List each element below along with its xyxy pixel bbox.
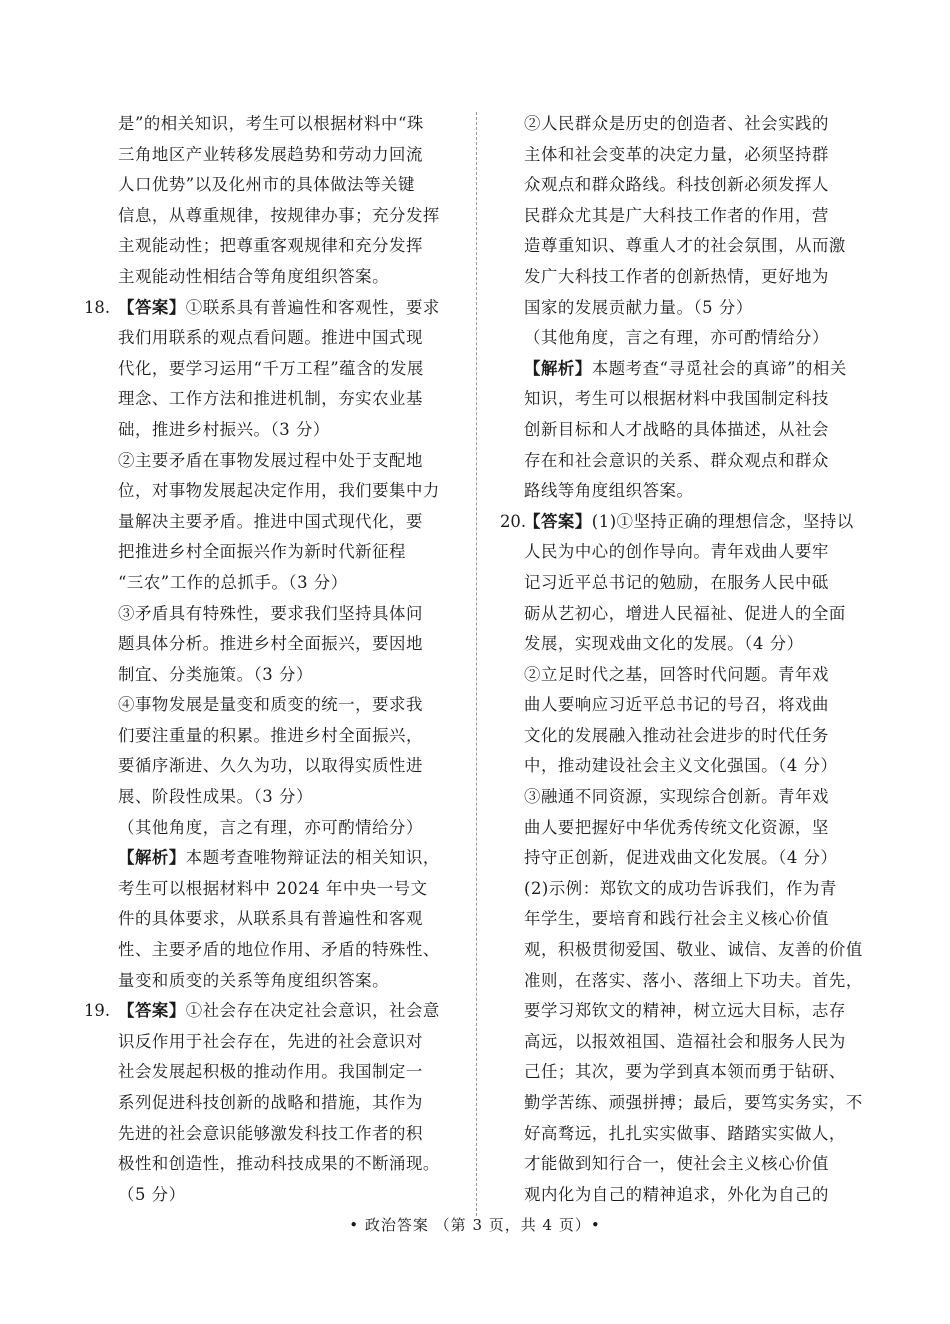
text-line: 主观能动性；把尊重客观规律和充分发挥 xyxy=(118,236,423,256)
text-span: 本题考查唯物辩证法的相关知识， xyxy=(185,848,440,868)
text-line: 年学生，要培育和践行社会主义核心价值 xyxy=(524,909,829,929)
text-line: 准则，在落实、落小、落细上下功夫。首先， xyxy=(524,970,863,990)
question-number: 18. xyxy=(84,297,111,317)
text-line: 知识，考生可以根据材料中我国制定科技 xyxy=(524,389,829,409)
text-line: (2)示例：郑钦文的成功告诉我们，作为青 xyxy=(524,878,837,898)
q17-analysis-continuation xyxy=(84,109,456,293)
text-line: 才能做到知行合一，使社会主义核心价值 xyxy=(524,1154,829,1174)
text-line: 观，积极贯彻爱国、敬业、诚信、友善的价值 xyxy=(524,940,863,960)
text-line: “三农”工作的总抓手。（3 分） xyxy=(118,572,348,592)
text-line: 曲人要把握好中华优秀传统文化资源，坚 xyxy=(524,817,829,837)
text-line: 先进的社会意识能够激发科技工作者的积 xyxy=(118,1123,423,1143)
text-line: 考生可以根据材料中 2024 年中央一号文 xyxy=(118,878,428,898)
analysis-tag: 【解析】 xyxy=(524,358,592,378)
q20-answer-first-line xyxy=(500,507,870,538)
text-line: 民群众尤其是广大科技工作者的作用，营 xyxy=(524,205,829,225)
text-line: 人民为中心的创作导向。青年戏曲人要牢 xyxy=(524,542,829,562)
text-line: 众观点和群众路线。科技创新必须发挥人 xyxy=(524,175,829,195)
text-line: 极性和创造性，推动科技成果的不断涌现。 xyxy=(118,1154,440,1174)
q19-analysis-first-line xyxy=(500,354,870,385)
column-divider xyxy=(476,112,477,1216)
answer-tag: 【答案】 xyxy=(118,297,186,317)
text-line: 创新目标和人才战略的具体描述，从社会 xyxy=(524,419,829,439)
text-line: 曲人要响应习近平总书记的号召，将戏曲 xyxy=(524,695,829,715)
text-line: 砺从艺初心，增进人民福祉、促进人的全面 xyxy=(524,603,846,623)
text-line: 勤学苦练、顽强拼搏；最后，要笃实务实，不 xyxy=(524,1093,863,1112)
text-line: 性、主要矛盾的地位作用、矛盾的特殊性、 xyxy=(118,940,440,960)
question-20 xyxy=(500,507,870,1211)
text-line: 观内化为自己的精神追求，外化为自己的 xyxy=(524,1184,829,1204)
right-column xyxy=(500,109,870,1210)
text-line: 们要注重量的积累。推进乡村全面振兴， xyxy=(118,725,423,745)
text-line: 人口优势”以及化州市的具体做法等关键 xyxy=(118,175,415,195)
text-line: 础，推进乡村振兴。（3 分） xyxy=(118,419,330,439)
text-line: ③融通不同资源，实现综合创新。青年戏 xyxy=(524,787,829,807)
text-line: （其他角度，言之有理，亦可酌情给分） xyxy=(118,817,423,837)
text-line: 存在和社会意识的关系、群众观点和群众 xyxy=(524,450,829,470)
question-19 xyxy=(84,996,456,1210)
text-line: 量变和质变的关系等角度组织答案。 xyxy=(118,970,390,990)
text-line: 发广大科技工作者的创新热情，更好地为 xyxy=(524,266,829,286)
text-line: 三角地区产业转移发展趋势和劳动力回流 xyxy=(118,144,423,164)
text-line: 理念、工作方法和推进机制，夯实农业基 xyxy=(118,389,423,409)
text-line: 记习近平总书记的勉励，在服务人民中砥 xyxy=(524,572,829,592)
text-line: 题具体分析。推进乡村全面振兴，要因地 xyxy=(118,634,423,654)
text-line: ④事物发展是量变和质变的统一，要求我 xyxy=(118,695,423,715)
text-span: 本题考查“寻觅社会的真谛”的相关 xyxy=(591,358,847,378)
text-line: 社会发展起积极的推动作用。我国制定一 xyxy=(118,1062,423,1082)
text-line: 识反作用于社会存在，先进的社会意识对 xyxy=(118,1031,423,1051)
text-line: （其他角度，言之有理，亦可酌情给分） xyxy=(524,328,829,348)
q18-analysis-first-line xyxy=(84,843,456,874)
text-line: 我们用联系的观点看问题。推进中国式现 xyxy=(118,328,423,348)
text-line: 信息，从尊重规律，按规律办事；充分发挥 xyxy=(118,205,440,225)
question-number: 20. xyxy=(500,511,527,531)
page-footer: • 政治答案 （第 3 页，共 4 页）• xyxy=(349,1216,601,1234)
text-line: 系列促进科技创新的战略和措施，其作为 xyxy=(118,1093,423,1112)
text-line: 量解决主要矛盾。推进中国式现代化，要 xyxy=(118,511,423,531)
text-line: ③矛盾具有特殊性，要求我们坚持具体问 xyxy=(118,603,423,623)
text-line: 路线等角度组织答案。 xyxy=(524,481,694,501)
text-line: ②人民群众是历史的创造者、社会实践的 xyxy=(524,114,829,133)
text-line: 主体和社会变革的决定力量，必须坚持群 xyxy=(524,144,829,164)
question-18 xyxy=(84,293,456,997)
text-line: 文化的发展融入推动社会进步的时代任务 xyxy=(524,725,829,745)
text-line: （5 分） xyxy=(118,1184,186,1204)
analysis-tag: 【解析】 xyxy=(118,848,186,868)
text-span: ①联系具有普遍性和客观性，要求 xyxy=(185,297,440,317)
text-line: 制宜、分类施策。（3 分） xyxy=(118,664,313,684)
q19-answer-first-line xyxy=(84,996,456,1027)
text-line: 是”的相关知识，考生可以根据材料中“珠 xyxy=(118,114,424,133)
answer-tag: 【答案】 xyxy=(118,1001,186,1021)
text-line: 造尊重知识、尊重人才的社会氛围，从而激 xyxy=(524,236,846,256)
left-column xyxy=(84,109,456,1210)
text-line: ②立足时代之基，回答时代问题。青年戏 xyxy=(524,664,829,684)
text-line: 己任；其次，要为学到真本领而勇于钻研、 xyxy=(524,1062,846,1082)
text-line: ②主要矛盾在事物发展过程中处于支配地 xyxy=(118,450,423,470)
text-line: 中，推动建设社会主义文化强国。（4 分） xyxy=(524,756,838,776)
text-line: 好高骛远，扎扎实实做事、踏踏实实做人， xyxy=(524,1123,846,1143)
text-line: 代化，要学习运用“千万工程”蕴含的发展 xyxy=(118,358,424,378)
answer-tag: 【答案】 xyxy=(524,511,592,531)
q18-answer-first-line xyxy=(84,293,456,324)
text-line: 主观能动性相结合等角度组织答案。 xyxy=(118,266,390,286)
text-line: 件的具体要求，从联系具有普遍性和客观 xyxy=(118,909,423,929)
text-span: (1)①坚持正确的理想信念，坚持以 xyxy=(591,511,854,531)
text-line: 高远，以报效祖国、造福社会和服务人民为 xyxy=(524,1031,846,1051)
text-line: 要学习郑钦文的精神，树立远大目标，志存 xyxy=(524,1001,846,1021)
text-line: 持守正创新，促进戏曲文化发展。（4 分） xyxy=(524,848,838,868)
text-line: 位，对事物发展起决定作用，我们要集中力 xyxy=(118,481,440,501)
text-line: 要循序渐进、久久为功，以取得实质性进 xyxy=(118,756,423,776)
question-number: 19. xyxy=(84,1001,111,1021)
text-line: 国家的发展贡献力量。（5 分） xyxy=(524,297,753,317)
text-line: 展、阶段性成果。（3 分） xyxy=(118,787,313,807)
q19-answer-continuation xyxy=(500,109,870,507)
text-line: 发展，实现戏曲文化的发展。（4 分） xyxy=(524,634,804,654)
text-span: ①社会存在决定社会意识，社会意 xyxy=(185,1001,440,1021)
text-line: 把推进乡村全面振兴作为新时代新征程 xyxy=(118,542,406,562)
